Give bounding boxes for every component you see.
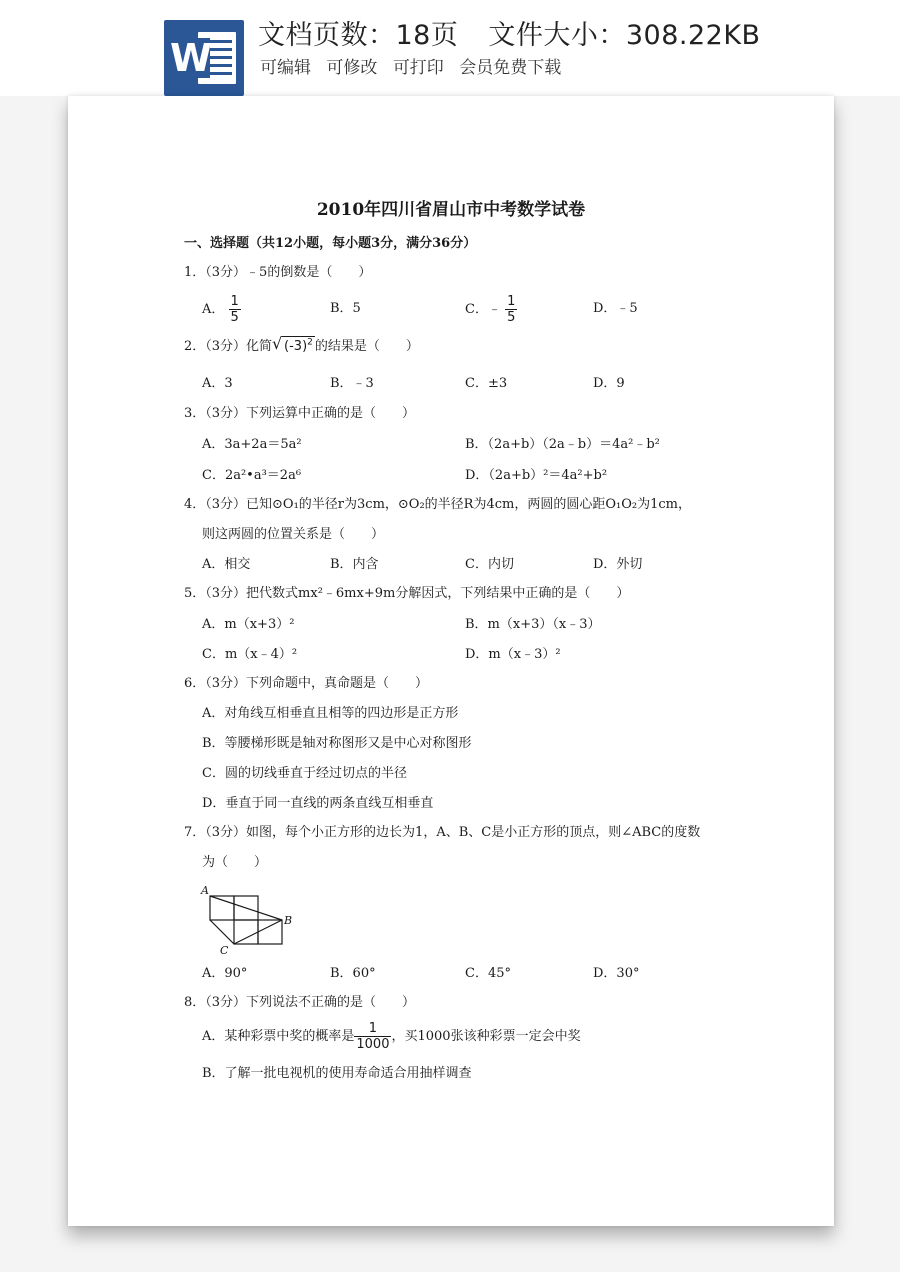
question-4-option-d: D．外切 [593, 557, 643, 572]
question-2-option-d: D．9 [593, 376, 625, 391]
question-2-option-a: A．3 [202, 376, 233, 391]
word-document-icon [164, 20, 244, 96]
question-6-option-d: D．垂直于同一直线的两条直线互相垂直 [202, 796, 434, 811]
radicand-base: (-3) [284, 339, 308, 354]
fraction [354, 1021, 391, 1052]
question-7-option-a: A．90° [202, 966, 248, 981]
exam-title: 2010年四川省眉山市中考数学试卷 [316, 200, 586, 220]
question-4-option-c: C．内切 [465, 557, 514, 572]
question-3-option-c: C．2a²•a³＝2a⁶ [202, 468, 302, 483]
question-8-stem: 8．（3分）下列说法不正确的是（ ） [184, 995, 416, 1010]
numerator: 1 [230, 294, 239, 309]
fraction [229, 294, 241, 325]
question-3-option-b: B．（2a+b）（2a﹣b）＝4a²﹣b² [465, 437, 660, 452]
question-1-option-a [202, 294, 241, 325]
question-6-option-b: B．等腰梯形既是轴对称图形又是中心对称图形 [202, 736, 472, 751]
figure-label-b: B [284, 914, 293, 927]
denominator: 5 [230, 310, 239, 325]
segment-left [210, 920, 234, 944]
radicand [282, 336, 315, 357]
question-7-option-c: C．45° [465, 966, 511, 981]
question-7-stem-line2: 为（ ） [202, 855, 268, 870]
question-7-option-b: B．60° [330, 966, 376, 981]
question-5-option-a: A．m（x+3）² [202, 617, 295, 632]
section-heading: 一、选择题（共12小题，每小题3分，满分36分） [184, 236, 477, 251]
question-2-option-b: B．﹣3 [330, 376, 374, 391]
question-4-stem-line1: 4．（3分）已知⊙O₁的半径r为3cm，⊙O₂的半径R为4cm，两圆的圆心距O₁O₂为1cm， [184, 497, 691, 512]
grid-square [234, 920, 258, 944]
segment-ab [210, 896, 282, 920]
question-6-option-c: C．圆的切线垂直于经过切点的半径 [202, 766, 407, 781]
stem-text: 的结果是（ ） [314, 339, 419, 354]
question-7-stem-line1: 7．（3分）如图，每个小正方形的边长为1，A、B、C是小正方形的顶点，则∠ABC的度数 [184, 825, 701, 840]
question-5-stem: 5．（3分）把代数式mx²﹣6mx+9m分解因式，下列结果中正确的是（ ） [184, 586, 630, 601]
option-label: C．﹣ [465, 302, 501, 317]
question-8-option-a [202, 1021, 581, 1052]
option-text: ，买1000张该种彩票一定会中奖 [391, 1029, 581, 1044]
question-4-stem-line2: 则这两圆的位置关系是（ ） [202, 527, 385, 542]
feature-printable: 可打印 [392, 58, 444, 78]
preview-area [0, 96, 900, 1272]
question-7-option-d: D．30° [593, 966, 640, 981]
question-8-option-b: B．了解一批电视机的使用寿命适合用抽样调查 [202, 1066, 472, 1081]
feature-list [260, 56, 571, 80]
square-root [272, 336, 315, 357]
option-label: A． [202, 302, 225, 317]
figure-label-a: A [201, 884, 209, 897]
question-4-option-b: B．内含 [330, 557, 379, 572]
option-text: A．某种彩票中奖的概率是 [202, 1029, 355, 1044]
question-3-option-a: A．3a+2a＝5a² [202, 437, 302, 452]
question-1-option-d: D．﹣5 [593, 301, 638, 316]
radicand-exponent: 2 [307, 337, 313, 348]
numerator: 1 [368, 1021, 378, 1036]
question-2-stem [184, 336, 419, 357]
question-5-option-b: B．m（x+3）（x﹣3） [465, 617, 601, 632]
question-5-option-d: D．m（x﹣3）² [465, 647, 561, 662]
banner-title [258, 18, 761, 54]
grid-square [258, 920, 282, 944]
denominator: 5 [507, 310, 516, 325]
question-7-grid-figure [198, 882, 298, 958]
question-4-option-a: A．相交 [202, 557, 251, 572]
radical-sign: √ [272, 334, 283, 353]
file-size-label: 文件大小：308.22KB [488, 20, 761, 51]
document-banner [0, 0, 900, 96]
document-page [68, 96, 834, 1226]
feature-free-download: 会员免费下载 [459, 58, 562, 78]
question-3-option-d: D．（2a+b）²＝4a²+b² [465, 468, 608, 483]
feature-editable: 可编辑 [260, 58, 311, 78]
question-5-option-c: C．m（x﹣4）² [202, 647, 298, 662]
figure-label-c: C [220, 944, 229, 957]
page-count-label: 文档页数：18页 [258, 20, 459, 51]
question-6-stem: 6．（3分）下列命题中，真命题是（ ） [184, 676, 429, 691]
denominator: 1000 [356, 1037, 390, 1052]
word-icon-letter: W [170, 36, 212, 80]
fraction [505, 294, 517, 325]
feature-modifiable: 可修改 [326, 58, 378, 78]
question-1-option-b: B．5 [330, 301, 361, 316]
question-1-stem: 1．（3分）﹣5的倒数是（ ） [184, 265, 372, 280]
question-2-option-c: C．±3 [465, 376, 508, 391]
question-6-option-a: A．对角线互相垂直且相等的四边形是正方形 [202, 706, 459, 721]
stem-text: 2．（3分）化简 [184, 339, 273, 354]
numerator: 1 [507, 294, 516, 309]
question-3-stem: 3．（3分）下列运算中正确的是（ ） [184, 406, 416, 421]
question-1-option-c [465, 294, 517, 325]
